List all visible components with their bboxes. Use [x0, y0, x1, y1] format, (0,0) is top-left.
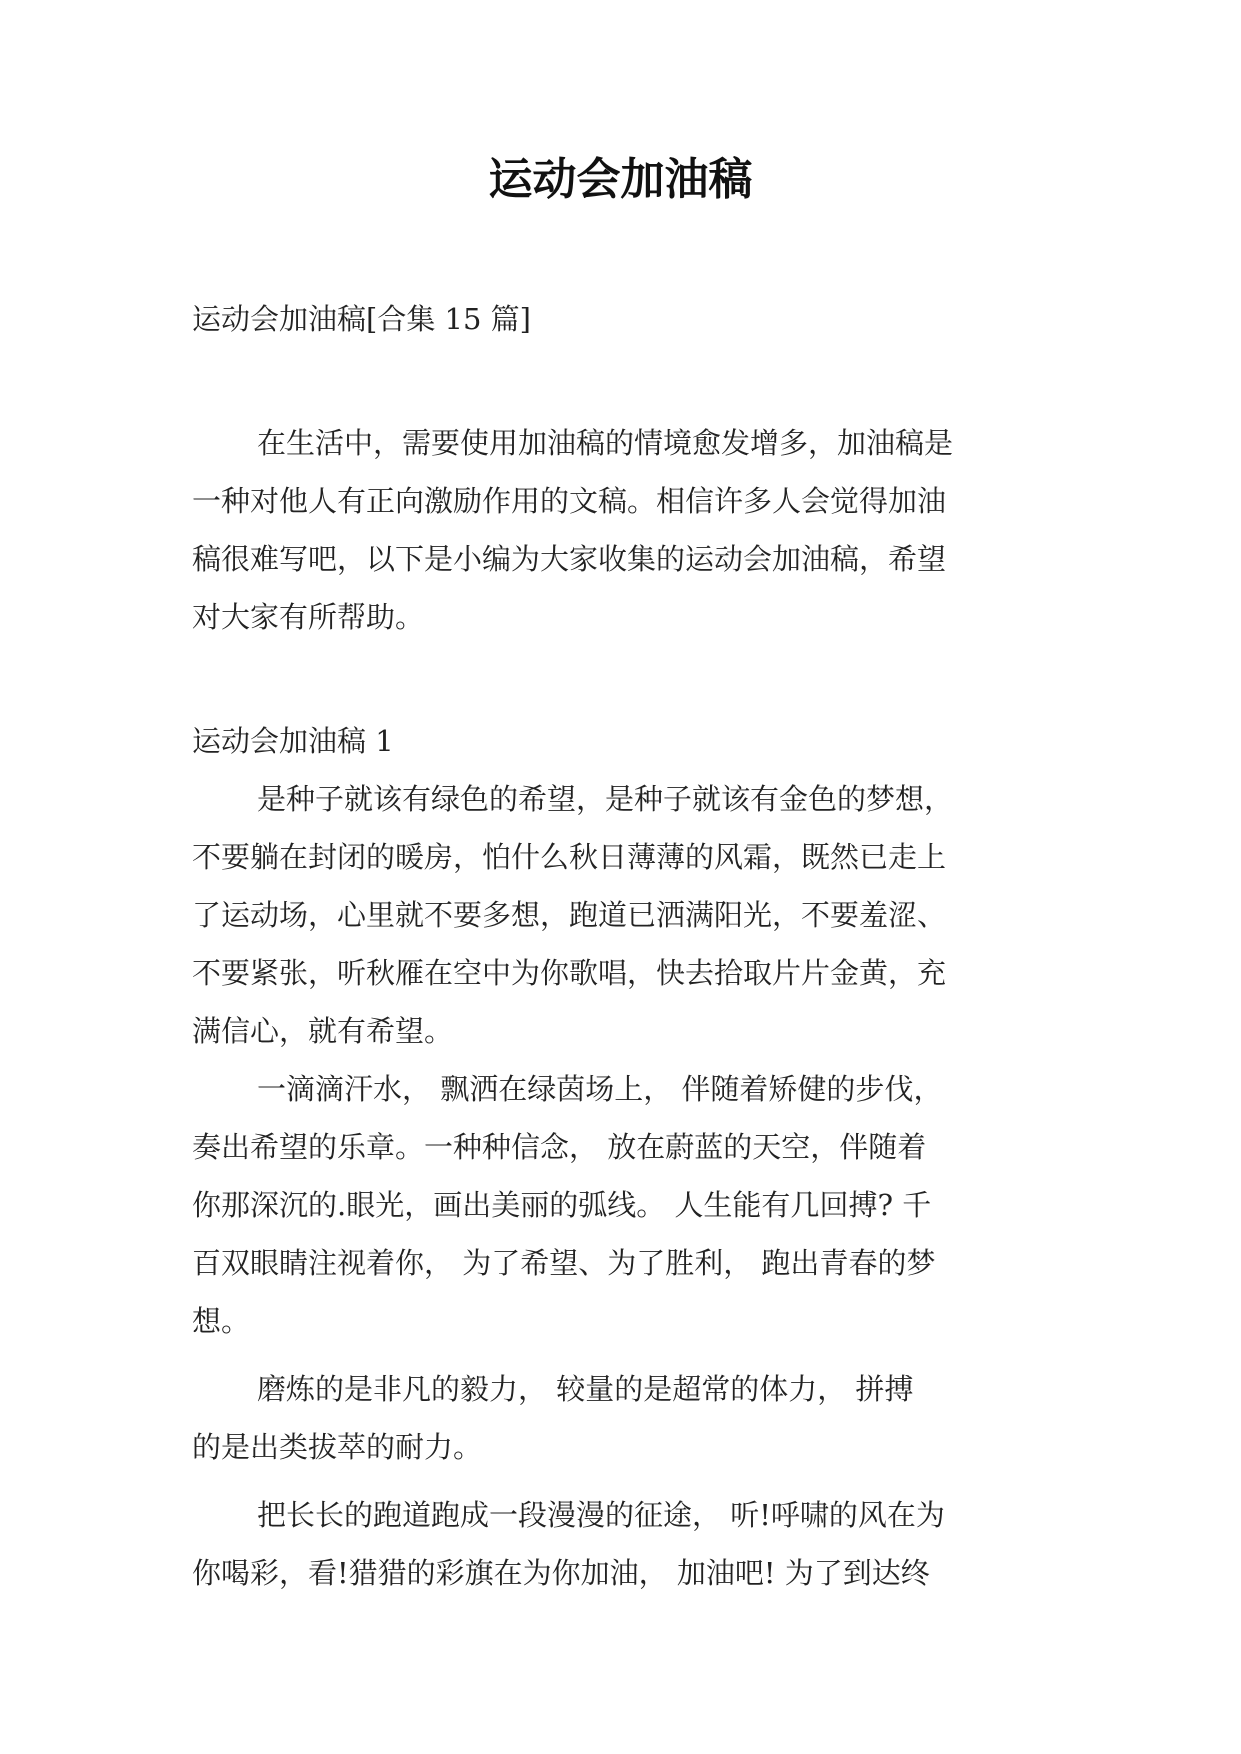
- spacer: [192, 646, 1062, 712]
- text-line: 的是出类拔萃的耐力。: [192, 1430, 483, 1464]
- text-line: 一滴滴汗水， 飘洒在绿茵场上， 伴随着矫健的步伐，: [257, 1072, 943, 1106]
- text-line: 磨炼的是非凡的毅力， 较量的是超常的体力， 拼搏: [257, 1372, 914, 1406]
- text-line: 一种对他人有正向激励作用的文稿。相信许多人会觉得加油: [192, 484, 947, 518]
- text-line: 是种子就该有绿色的希望，是种子就该有金色的梦想，: [257, 782, 954, 816]
- text-line: 你喝彩，看!猎猎的彩旗在为你加油， 加油吧! 为了到达终: [192, 1556, 930, 1590]
- text-line: 百双眼睛注视着你， 为了希望、为了胜利， 跑出青春的梦: [192, 1246, 936, 1280]
- section-heading: 运动会加油稿 1: [192, 724, 394, 758]
- document-subtitle: 运动会加油稿[合集 15 篇]: [192, 302, 531, 336]
- spacer: [192, 348, 1062, 414]
- paragraph: [192, 770, 1062, 1060]
- text-line: 在生活中，需要使用加油稿的情境愈发增多，加油稿是: [257, 426, 954, 460]
- text-line: 对大家有所帮助。: [192, 600, 425, 634]
- text-line: 稿很难写吧，以下是小编为大家收集的运动会加油稿，希望: [192, 542, 947, 576]
- text-line: 不要躺在封闭的暖房，怕什么秋日薄薄的风霜，既然已走上: [192, 840, 947, 874]
- text-line: 你那深沉的.眼光，画出美丽的弧线。 人生能有几回搏? 千: [192, 1188, 932, 1222]
- text-line: 满信心，就有希望。: [192, 1014, 454, 1048]
- spacer: [192, 1350, 1062, 1360]
- paragraph: [192, 1486, 1062, 1602]
- document-title: 运动会加油稿: [488, 154, 753, 205]
- spacer: [192, 1476, 1062, 1486]
- text-line: 把长长的跑道跑成一段漫漫的征途， 听!呼啸的风在为: [257, 1498, 945, 1532]
- text-line: 了运动场，心里就不要多想，跑道已洒满阳光，不要羞涩、: [192, 898, 947, 932]
- paragraph: [192, 1060, 1062, 1350]
- paragraph: [192, 1360, 1062, 1476]
- intro-paragraph: [192, 414, 1062, 646]
- document-body: [192, 290, 1062, 1602]
- text-line: 奏出希望的乐章。一种种信念， 放在蔚蓝的天空，伴随着: [192, 1130, 927, 1164]
- text-line: 想。: [192, 1304, 251, 1338]
- text-line: 不要紧张，听秋雁在空中为你歌唱，快去拾取片片金黄，充: [192, 956, 947, 990]
